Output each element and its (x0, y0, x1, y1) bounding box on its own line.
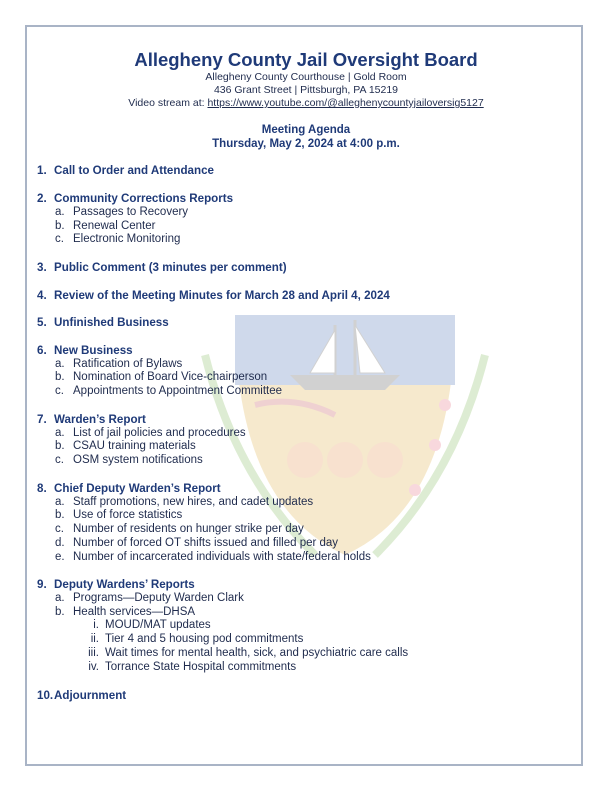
location-line-2: 436 Grant Street | Pittsburgh, PA 15219 (213, 84, 399, 96)
agenda-subitem: b. Nomination of Board Vice-chairperson (55, 371, 268, 383)
video-stream-link[interactable]: https://www.youtube.com/@alleghenycountyjailoversig5127 (207, 97, 484, 109)
agenda-subitem: d. Number of forced OT shifts issued and filled per day (55, 537, 339, 549)
agenda-subitem: a. Ratification of Bylaws (55, 358, 183, 370)
agenda-subitem: c. Number of residents on hunger strike per day (55, 523, 304, 535)
agenda-heading: Meeting Agenda (261, 124, 351, 136)
agenda-subitem: b. Health services—DHSA (55, 606, 196, 618)
video-stream-line (0, 97, 612, 109)
agenda-subitem: a. Staff promotions, new hires, and cadet updates (55, 496, 314, 508)
agenda-item-4: 4. Review of the Meeting Minutes for March 28 and April 4, 2024 (37, 289, 390, 302)
agenda-subitem: a. List of jail policies and procedures (55, 427, 246, 439)
agenda-subsubitem: iv. Torrance State Hospital commitments (88, 661, 297, 673)
agenda-item-10: 10.Adjournment (37, 689, 127, 702)
meeting-date: Thursday, May 2, 2024 at 4:00 p.m. (212, 138, 400, 150)
agenda-subitem: a. Programs—Deputy Warden Clark (55, 592, 244, 604)
agenda-subsubitem: iii. Wait times for mental health, sick, and psychiatric care calls (88, 647, 409, 659)
agenda-subitem: c. OSM system notifications (55, 454, 203, 466)
location-line-1: Allegheny County Courthouse | Gold Room (205, 71, 407, 83)
agenda-item-1: 1. Call to Order and Attendance (37, 164, 214, 177)
agenda-subsubitem: ii. Tier 4 and 5 housing pod commitments (90, 633, 304, 645)
agenda-item-6: 6. New Business (37, 344, 133, 357)
agenda-subitem: b. Renewal Center (55, 220, 156, 232)
agenda-subitem: e. Number of incarcerated individuals with state/federal holds (55, 551, 371, 563)
video-stream-label: Video stream at: (128, 97, 208, 109)
agenda-subsubitem: i. MOUD/MAT updates (93, 619, 211, 631)
agenda-subitem: b. CSAU training materials (55, 440, 196, 452)
agenda-subitem: b. Use of force statistics (55, 509, 183, 521)
agenda-subitem: a. Passages to Recovery (55, 206, 189, 218)
board-title: Allegheny County Jail Oversight Board (134, 49, 478, 70)
agenda-item-3: 3. Public Comment (3 minutes per comment) (37, 261, 287, 274)
agenda-item-2: 2. Community Corrections Reports (37, 192, 234, 205)
agenda-item-8: 8. Chief Deputy Warden’s Report (37, 482, 221, 495)
agenda-item-9: 9. Deputy Wardens’ Reports (37, 578, 195, 591)
agenda-subitem: c. Electronic Monitoring (55, 233, 181, 245)
agenda-item-7: 7. Warden’s Report (37, 413, 146, 426)
agenda-subitem: c. Appointments to Appointment Committee (55, 385, 283, 397)
agenda-item-5: 5. Unfinished Business (37, 316, 169, 329)
